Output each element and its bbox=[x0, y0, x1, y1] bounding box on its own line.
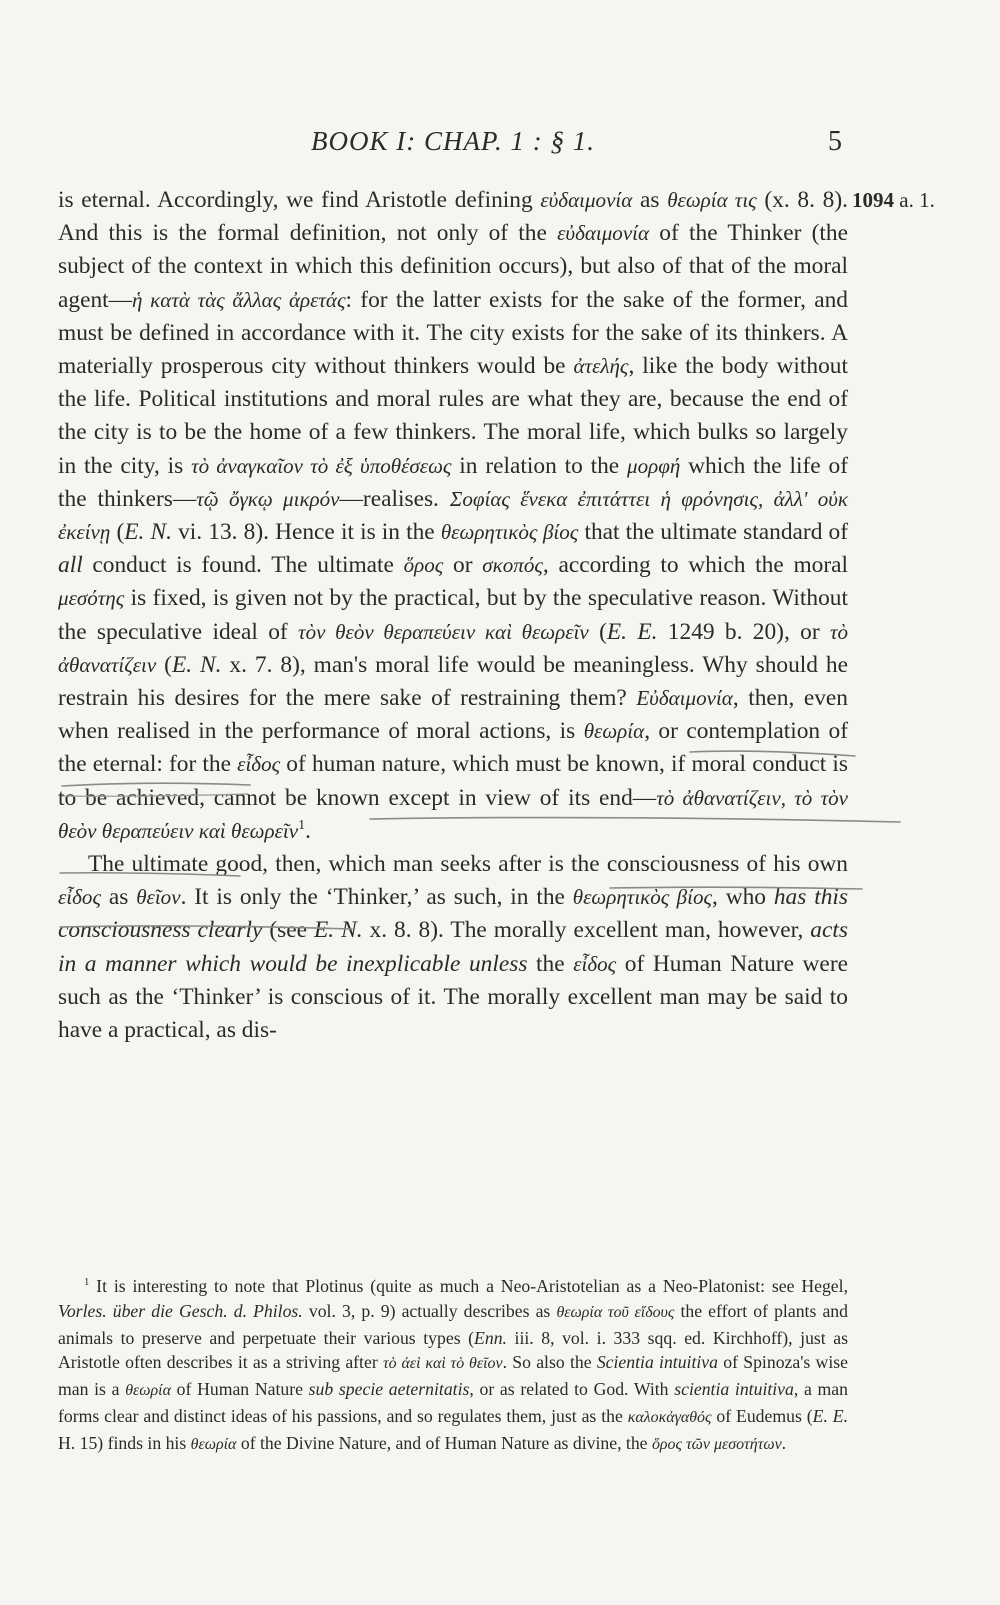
greek-term: θεωρία τις bbox=[667, 188, 757, 212]
citation-work: E. N. bbox=[171, 651, 222, 678]
text-run: which the life of the thinkers— bbox=[58, 452, 848, 512]
text-run: . bbox=[781, 1432, 787, 1453]
greek-term: θεῖον bbox=[136, 885, 181, 910]
latin-term: scientia intuitiva bbox=[674, 1379, 794, 1400]
text-run: . It is only the ‘Thinker,’ as such, in the bbox=[180, 884, 573, 911]
citation-work: Vorles. über die Gesch. d. Philos. bbox=[58, 1300, 303, 1321]
citation-work: E. N. bbox=[124, 519, 172, 546]
text-run: H. 15) finds in his bbox=[58, 1432, 191, 1453]
text-run: . bbox=[305, 817, 311, 844]
text-run: or bbox=[443, 552, 483, 579]
greek-term: μεσότης bbox=[58, 586, 125, 611]
bekker-column: a. 1. bbox=[899, 188, 935, 212]
greek-term: μορφή bbox=[627, 453, 681, 478]
footnote-number: 1 bbox=[84, 1277, 90, 1289]
text-run: the bbox=[527, 950, 574, 977]
text-run: , or as related to God. With bbox=[469, 1379, 675, 1400]
text-run: ( bbox=[110, 519, 125, 546]
greek-quotation: Σοφίας ἕνεκα ἐπιτάττει ἡ φρόνησις, ἀλλ' οὐκ ἐκείνῃ bbox=[58, 486, 848, 545]
text-run: x. 8. 8). The morally excellent man, however, bbox=[362, 917, 811, 944]
greek-term: τὸ ἀθανατίζειν, τὸ τὸν θεὸν θεραπεύειν καὶ θεωρεῖν bbox=[58, 785, 848, 843]
footnote-1 bbox=[58, 1274, 848, 1458]
text-run: of Human Nature were such as the ‘Thinker’ is conscious of it. The morally excellent man may be said to have a practical, as dis- bbox=[58, 950, 848, 1044]
text-run: , a man forms clear and distinct ideas of his passions, and so regulates them, just as the bbox=[58, 1379, 849, 1426]
greek-term: θεωρία bbox=[190, 1435, 237, 1453]
text-run: is fixed, is given not by the practical, but by the speculative reason. Without the speculative ideal of bbox=[58, 585, 848, 645]
text-run: , or contemplation of the eternal: for the bbox=[58, 718, 849, 778]
text-run: of the Divine Nature, and of Human Nature as divine, the bbox=[236, 1432, 652, 1453]
paragraph-2 bbox=[58, 848, 848, 1047]
footnote-area bbox=[58, 1274, 848, 1458]
text-run: ( bbox=[588, 618, 607, 645]
text-run: as bbox=[101, 884, 137, 911]
greek-term: θεωρητικὸς βίος bbox=[440, 520, 579, 545]
bekker-reference bbox=[852, 188, 935, 213]
citation-work: E. E. bbox=[812, 1405, 849, 1426]
bekker-page: 1094 bbox=[852, 188, 894, 212]
greek-term: τὸ ἀεὶ καὶ τὸ θεῖον bbox=[382, 1355, 503, 1373]
latin-term: sub specie aeternitatis bbox=[308, 1379, 470, 1400]
text-run: (x. 8. 8). And this is the formal definition, not only of the bbox=[58, 187, 848, 247]
text-run: (see bbox=[262, 917, 315, 944]
text-run: , who bbox=[712, 884, 774, 911]
text-run: vol. 3, p. 9) actually describes as bbox=[302, 1300, 557, 1321]
emphasis: has this consciousness clearly bbox=[58, 884, 849, 944]
text-run: : for the latter exists for the sake of the former, and must be defined in accordance with it. The city exists for the sake of its thinkers. A materially prosperous city without thinkers would be bbox=[58, 286, 848, 380]
greek-term: θεωρητικὸς βίος bbox=[572, 885, 713, 910]
greek-term: καλοκἀγαθός bbox=[627, 1408, 712, 1426]
text-run: , then, even when realised in the performance of moral actions, is bbox=[58, 685, 849, 745]
text-run: the effort of plants and animals to preserve and perpetuate their various types ( bbox=[58, 1300, 848, 1348]
text-run: —realises. bbox=[339, 485, 450, 512]
greek-term: θεωρία τοῦ εἴδους bbox=[556, 1303, 675, 1321]
greek-term: εὐδαιμονία bbox=[557, 221, 650, 246]
text-run: ( bbox=[156, 651, 172, 678]
citation-work: E. E. bbox=[606, 618, 658, 645]
text-run: , like the body without the life. Political institutions and moral rules are what they are, because the end of the city is to be the home of a few thinkers. The moral life, which bulks so largely in the city, is bbox=[58, 353, 848, 479]
running-head-title: BOOK I: CHAP. 1 : § 1. bbox=[311, 126, 595, 156]
text-run: vi. 13. 8). Hence it is in the bbox=[171, 519, 441, 546]
emphasis: all bbox=[58, 552, 83, 579]
text-run: , according to which the moral bbox=[542, 552, 849, 579]
greek-term: τὸν θεὸν θεραπεύειν καὶ θεωρεῖν bbox=[298, 619, 589, 644]
page-number: 5 bbox=[828, 126, 842, 157]
text-run: iii. 8, vol. i. 333 sqq. ed. Kirchhoff), just as Aristotle often describes it as a striving after bbox=[58, 1327, 849, 1373]
text-run: x. 7. 8), man's moral life would be meaningless. Why should he restrain his desires for the mere sake of restraining them? bbox=[58, 651, 848, 712]
text-run: as bbox=[632, 187, 668, 213]
running-head bbox=[58, 126, 848, 166]
greek-term: εἶδος bbox=[237, 752, 281, 777]
text-run: It is interesting to note that Plotinus (quite as much a Neo-Aristotelian as a Neo-Platonist: see Hegel, bbox=[89, 1276, 848, 1296]
text-run: of the Thinker (the subject of the context in which this definition occurs), but also of that of the moral agent— bbox=[58, 220, 848, 313]
text-run: conduct is found. The ultimate bbox=[82, 552, 404, 579]
greek-term: Εὐδαιμονία bbox=[636, 686, 733, 711]
greek-term: εὐδαιμονία bbox=[540, 188, 633, 212]
text-run: 1249 b. 20), or bbox=[657, 618, 830, 645]
text-run: of Spinoza's wise man is a bbox=[58, 1352, 848, 1400]
footnote-marker: 1 bbox=[298, 817, 306, 834]
text-run: is eternal. Accordingly, we find Aristotle defining bbox=[58, 187, 541, 213]
greek-term: σκοπός bbox=[482, 553, 543, 578]
greek-term: θεωρία bbox=[125, 1382, 171, 1400]
citation-work: E. N. bbox=[314, 917, 363, 944]
greek-term: τῷ ὄγκῳ μικρόν bbox=[196, 486, 340, 511]
text-run: of human nature, which must be known, if moral conduct is to be achieved, cannot be known except in view of its end— bbox=[58, 751, 848, 811]
greek-term: τὸ ἀναγκαῖον τὸ ἐξ ὑποθέσεως bbox=[191, 453, 452, 478]
text-run: in relation to the bbox=[451, 452, 628, 479]
greek-term: θεωρία bbox=[583, 719, 645, 744]
greek-term: ὅρος τῶν μεσοτήτων bbox=[651, 1435, 782, 1453]
text-run: of Human Nature bbox=[170, 1379, 309, 1400]
greek-term: ἀτελής bbox=[573, 354, 629, 379]
greek-term: τὸ ἀθανατίζειν bbox=[58, 619, 849, 677]
citation-work: Enn. bbox=[474, 1327, 507, 1348]
greek-term: ἡ κατὰ τὰς ἄλλας ἀρετάς bbox=[132, 287, 346, 312]
greek-term: ὅρος bbox=[403, 553, 444, 578]
text-run: The ultimate good, then, which man seeks after is the consciousness of his own bbox=[88, 851, 848, 878]
greek-term: εἶδος bbox=[573, 951, 617, 976]
paragraph-1 bbox=[58, 184, 848, 848]
greek-term: εἶδος bbox=[58, 885, 101, 910]
latin-term: Scientia intuitiva bbox=[596, 1352, 718, 1373]
emphasis: acts in a manner which would be inexplicable unless bbox=[58, 917, 848, 977]
text-run: . So also the bbox=[502, 1352, 597, 1373]
main-text bbox=[58, 184, 848, 1047]
text-run: that the ultimate standard of bbox=[578, 519, 848, 546]
text-run: of Eudemus ( bbox=[711, 1405, 813, 1426]
